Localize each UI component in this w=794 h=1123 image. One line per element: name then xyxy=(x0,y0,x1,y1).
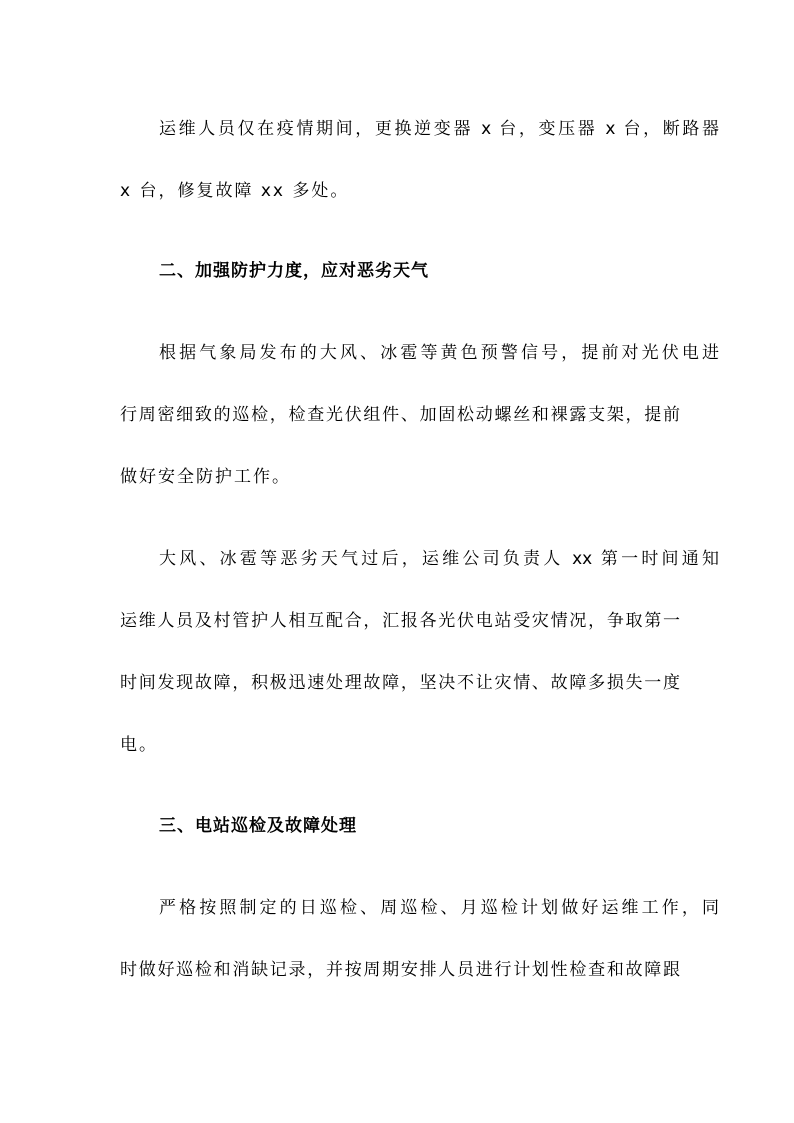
paragraph-line: 电。 xyxy=(120,735,158,755)
paragraph-line: 时做好巡检和消缺记录，并按周期安排人员进行计划性检查和故障跟 xyxy=(120,960,680,980)
paragraph-line: 运维人员及村管护人相互配合，汇报各光伏电站受灾情况，争取第一 xyxy=(120,611,680,631)
paragraph-line: 行周密细致的巡检，检查光伏组件、加固松动螺丝和裸露支架，提前 xyxy=(120,405,680,425)
paragraph-line: 大风、冰雹等恶劣天气过后，运维公司负责人 xx 第一时间通知 xyxy=(159,549,719,569)
section-heading: 二、加强防护力度，应对恶劣天气 xyxy=(159,261,429,281)
paragraph-line: 严格按照制定的日巡检、周巡检、月巡检计划做好运维工作，同 xyxy=(159,898,719,918)
paragraph-line: x 台，修复故障 xx 多处。 xyxy=(120,181,350,201)
section-heading: 三、电站巡检及故障处理 xyxy=(159,816,357,836)
paragraph-line: 时间发现故障，积极迅速处理故障，坚决不让灾情、故障多损失一度 xyxy=(120,673,680,693)
paragraph-line: 根据气象局发布的大风、冰雹等黄色预警信号，提前对光伏电进 xyxy=(159,343,719,363)
paragraph-line: 做好安全防护工作。 xyxy=(120,467,291,487)
paragraph-line: 运维人员仅在疫情期间，更换逆变器 x 台，变压器 x 台，断路器 xyxy=(159,119,719,139)
